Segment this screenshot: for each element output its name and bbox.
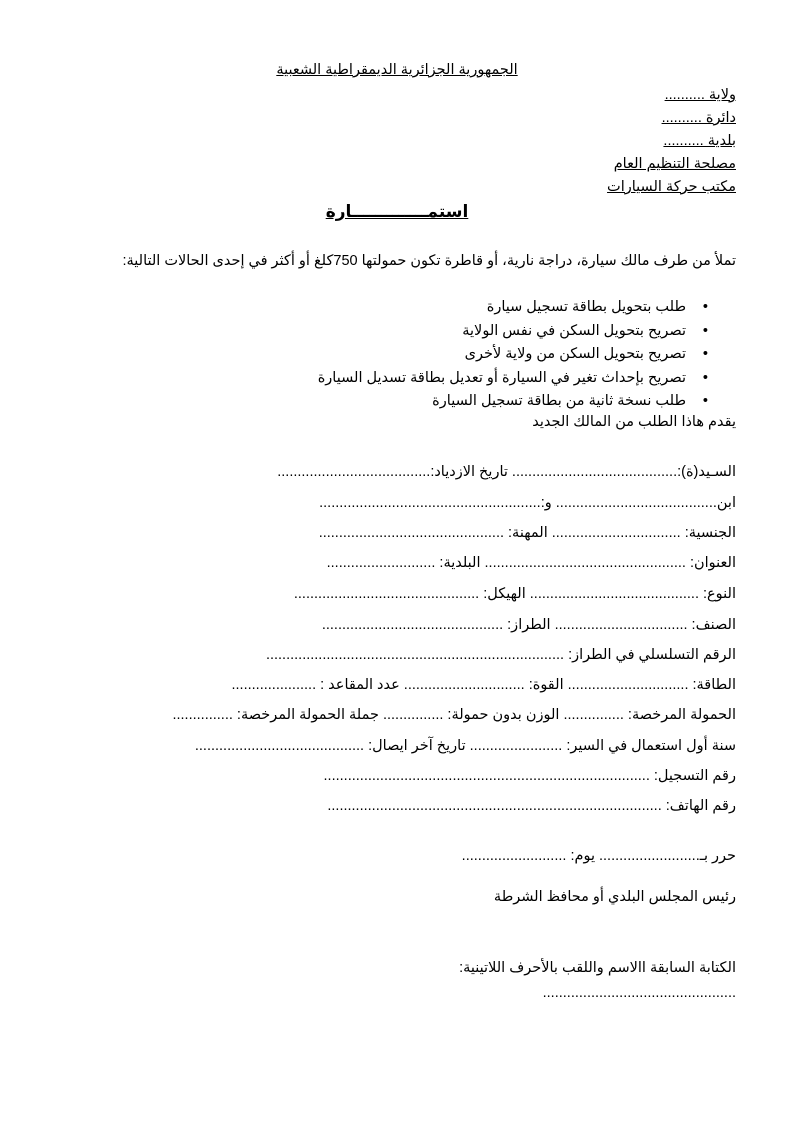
field-nationality-profession: الجنسية: ................................ المهنة: .............................................. (318, 525, 736, 541)
field-name-birthdate: السـيد(ة):......................................... تاريخ الازدياد:...................................... (277, 464, 736, 480)
field-energy-power-seats: الطاقة: .............................. القوة: .............................. عدد المقاعد : ..................... (231, 677, 736, 693)
field-registration-number: رقم التسجيل: ................................................................................. (323, 768, 736, 784)
field-type-chassis: النوع: .......................................... الهيكل: .............................................. (293, 586, 736, 602)
office-line: مكتب حركة السيارات (607, 179, 736, 195)
latin-name-line: ................................................ (542, 985, 736, 1001)
list-item: • تصريح بإحداث تغير في السيارة أو تعديل بطاقة تسديل السيارة (318, 367, 708, 391)
field-address-municipality: العنوان: .................................................. البلدية: ........................... (326, 555, 736, 571)
list-item: • تصريح بتحويل السكن في نفس الولاية (318, 320, 708, 344)
list-item: • طلب بتحويل بطاقة تسجيل سيارة (318, 296, 708, 320)
latin-name-label: الكتابة السابقة االاسم واللقب بالأحرف اللاتينية: (459, 960, 736, 976)
submitted-by-note: يقدم هاذا الطلب من المالك الجديد (532, 414, 736, 430)
field-class-model: الصنف: ................................. الطراز: ............................................. (321, 617, 736, 633)
field-serial-number: الرقم التسلسلي في الطراز: .......................................................................... (265, 647, 736, 663)
field-parents: ابن........................................ و:....................................................... (319, 495, 736, 511)
written-at-line: حرر بـ......................... يوم: .......................... (461, 848, 736, 864)
intro-paragraph: تملأ من طرف مالك سيارة، دراجة نارية، أو قاطرة تكون حمولتها 750كلغ أو أكثر في إحدى الحالات التالية: (122, 253, 736, 269)
wilaya-line: ولاية .......... (664, 87, 736, 103)
baladia-line: بلدية .......... (663, 133, 736, 149)
service-line: مصلحة التنظيم العام (613, 156, 736, 172)
field-loads: الحمولة المرخصة: ............... الوزن بدون حمولة: ............... جملة الحمولة المرخصة: ............... (172, 707, 736, 723)
list-item: • تصريح بتحويل السكن من ولاية لأخرى (318, 343, 708, 367)
signatory-line: رئيس المجلس البلدي أو محافظ الشرطة (493, 889, 736, 905)
republic-title: الجمهورية الجزائرية الديمقراطية الشعبية (276, 62, 518, 78)
daira-line: دائرة .......... (661, 110, 736, 126)
field-phone-number: رقم الهاتف: ................................................................................... (327, 798, 736, 814)
form-title: استمـــــــــــــارة (325, 202, 469, 221)
cases-list (318, 296, 708, 414)
field-first-use-last-receipt: سنة أول استعمال في السير: ....................... تاريخ آخر ايصال: .......................................... (194, 738, 736, 754)
list-item: • طلب نسخة ثانية من بطاقة تسجيل السيارة (318, 390, 708, 414)
